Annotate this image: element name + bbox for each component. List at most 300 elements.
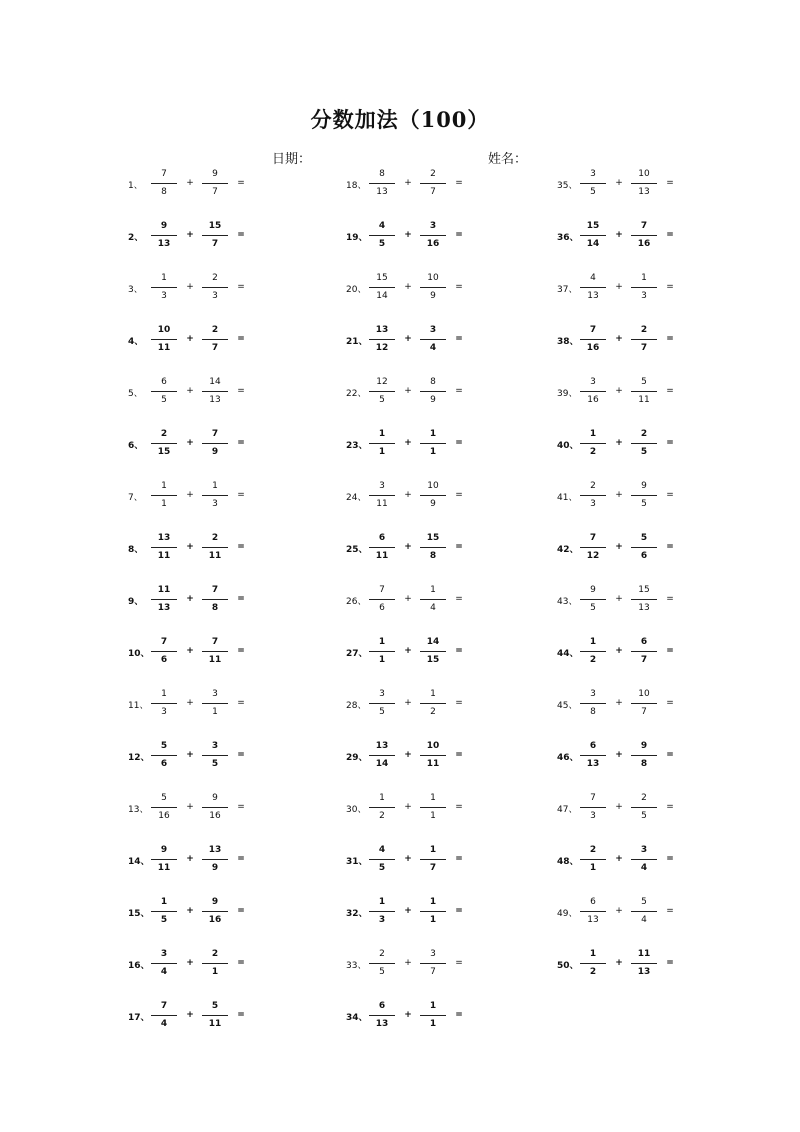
first-fraction (580, 636, 606, 668)
plus-sign: + (186, 386, 194, 396)
second-fraction (420, 220, 446, 252)
equals-sign: = (237, 334, 245, 344)
numerator: 13 (208, 845, 222, 855)
first-fraction (369, 896, 395, 928)
denominator: 1 (211, 967, 219, 977)
numerator: 3 (590, 169, 596, 179)
numerator: 10 (157, 325, 171, 335)
first-fraction (151, 584, 177, 616)
numerator: 7 (590, 793, 596, 803)
numerator: 2 (590, 481, 596, 491)
numerator: 2 (212, 273, 218, 283)
numerator: 3 (429, 221, 437, 231)
first-fraction (151, 324, 177, 356)
problem-number: 42、 (557, 545, 579, 555)
plus-sign: + (404, 594, 412, 604)
denominator: 5 (161, 395, 167, 405)
problem-number: 31、 (346, 857, 368, 867)
problem-number: 50、 (557, 961, 579, 971)
denominator: 3 (161, 291, 167, 301)
denominator: 1 (429, 1019, 437, 1029)
plus-sign: + (615, 698, 623, 708)
problem-number: 21、 (346, 337, 368, 347)
equals-sign: = (237, 1010, 245, 1020)
fraction-bar (202, 235, 228, 236)
denominator: 11 (376, 499, 388, 509)
problem-item (128, 272, 258, 304)
fraction-bar (369, 339, 395, 340)
numerator: 4 (590, 273, 596, 283)
equals-sign: = (455, 802, 463, 812)
fraction-bar (420, 755, 446, 756)
problem-item (128, 844, 258, 876)
problem-item (128, 480, 258, 512)
numerator: 2 (640, 325, 648, 335)
equals-sign: = (455, 698, 463, 708)
denominator: 13 (638, 187, 650, 197)
denominator: 11 (208, 551, 222, 561)
denominator: 16 (158, 811, 170, 821)
problem-item (128, 1000, 258, 1032)
problem-number: 11、 (128, 701, 149, 711)
plus-sign: + (186, 646, 194, 656)
problem-number: 24、 (346, 493, 367, 503)
second-fraction (631, 636, 657, 668)
denominator: 16 (587, 395, 599, 405)
denominator: 2 (589, 655, 597, 665)
equals-sign: = (455, 230, 463, 240)
denominator: 12 (375, 343, 389, 353)
equals-sign: = (237, 698, 245, 708)
equals-sign: = (237, 178, 245, 188)
fraction-bar (202, 807, 228, 808)
fraction-bar (631, 495, 657, 496)
plus-sign: + (186, 282, 194, 292)
fraction-bar (631, 235, 657, 236)
first-fraction (580, 688, 606, 720)
fraction-bar (580, 495, 606, 496)
numerator: 1 (429, 845, 437, 855)
fraction-bar (420, 547, 446, 548)
denominator: 1 (161, 499, 167, 509)
fraction-bar (369, 859, 395, 860)
numerator: 1 (161, 481, 167, 491)
problem-item (346, 636, 476, 668)
plus-sign: + (615, 594, 623, 604)
numerator: 15 (208, 221, 222, 231)
numerator: 13 (375, 325, 389, 335)
second-fraction (631, 844, 657, 876)
fraction-bar (202, 963, 228, 964)
denominator: 8 (590, 707, 596, 717)
plus-sign: + (404, 490, 412, 500)
first-fraction (580, 376, 606, 408)
second-fraction (420, 480, 446, 512)
denominator: 9 (430, 395, 436, 405)
first-fraction (151, 220, 177, 252)
equals-sign: = (666, 750, 674, 760)
plus-sign: + (404, 958, 412, 968)
fraction-bar (202, 911, 228, 912)
denominator: 16 (209, 811, 221, 821)
second-fraction (202, 376, 228, 408)
denominator: 12 (586, 551, 600, 561)
fraction-bar (151, 859, 177, 860)
second-fraction (631, 740, 657, 772)
fraction-bar (369, 651, 395, 652)
first-fraction (580, 844, 606, 876)
problem-item (128, 948, 258, 980)
denominator: 2 (589, 967, 597, 977)
denominator: 7 (212, 187, 218, 197)
numerator: 13 (375, 741, 389, 751)
plus-sign: + (615, 178, 623, 188)
numerator: 2 (211, 949, 219, 959)
numerator: 6 (589, 741, 597, 751)
numerator: 1 (161, 273, 167, 283)
fraction-bar (580, 755, 606, 756)
plus-sign: + (186, 490, 194, 500)
plus-sign: + (615, 958, 623, 968)
fraction-bar (369, 599, 395, 600)
denominator: 8 (429, 551, 437, 561)
fraction-bar (369, 183, 395, 184)
second-fraction (202, 532, 228, 564)
equals-sign: = (666, 958, 674, 968)
second-fraction (420, 168, 446, 200)
numerator: 7 (379, 585, 385, 595)
fraction-bar (151, 755, 177, 756)
problem-item (557, 688, 687, 720)
problem-item (128, 584, 258, 616)
equals-sign: = (455, 386, 463, 396)
second-fraction (202, 168, 228, 200)
fraction-bar (580, 807, 606, 808)
second-fraction (420, 584, 446, 616)
fraction-bar (202, 755, 228, 756)
fraction-bar (202, 651, 228, 652)
first-fraction (151, 896, 177, 928)
second-fraction (202, 896, 228, 928)
denominator: 3 (161, 707, 167, 717)
fraction-bar (420, 391, 446, 392)
numerator: 4 (378, 845, 386, 855)
numerator: 6 (640, 637, 648, 647)
fraction-bar (369, 495, 395, 496)
fraction-bar (202, 703, 228, 704)
numerator: 3 (590, 689, 596, 699)
denominator: 7 (640, 343, 648, 353)
fraction-bar (631, 703, 657, 704)
fraction-bar (580, 339, 606, 340)
second-fraction (631, 896, 657, 928)
fraction-bar (151, 339, 177, 340)
numerator: 3 (430, 949, 436, 959)
fraction-bar (420, 339, 446, 340)
numerator: 2 (641, 793, 647, 803)
first-fraction (580, 740, 606, 772)
problem-item (346, 1000, 476, 1032)
fraction-bar (580, 963, 606, 964)
fraction-bar (631, 807, 657, 808)
problem-item (346, 428, 476, 460)
denominator: 1 (378, 447, 386, 457)
fraction-bar (420, 703, 446, 704)
denominator: 5 (590, 187, 596, 197)
problem-item (346, 376, 476, 408)
numerator: 1 (430, 689, 436, 699)
second-fraction (631, 948, 657, 980)
denominator: 2 (589, 447, 597, 457)
fraction-bar (369, 287, 395, 288)
plus-sign: + (404, 750, 412, 760)
plus-sign: + (186, 438, 194, 448)
numerator: 1 (429, 1001, 437, 1011)
denominator: 6 (379, 603, 385, 613)
plus-sign: + (404, 334, 412, 344)
second-fraction (631, 376, 657, 408)
problem-item (557, 948, 687, 980)
numerator: 1 (589, 637, 597, 647)
problem-number: 25、 (346, 545, 368, 555)
equals-sign: = (455, 438, 463, 448)
problem-item (346, 324, 476, 356)
numerator: 1 (589, 429, 597, 439)
second-fraction (420, 844, 446, 876)
second-fraction (202, 740, 228, 772)
problem-number: 46、 (557, 753, 579, 763)
problem-item (557, 168, 687, 200)
problem-item (557, 896, 687, 928)
numerator: 2 (640, 429, 648, 439)
numerator: 2 (211, 325, 219, 335)
problem-number: 7、 (128, 493, 143, 503)
denominator: 3 (212, 499, 218, 509)
second-fraction (202, 844, 228, 876)
problem-item (346, 220, 476, 252)
problem-number: 44、 (557, 649, 579, 659)
denominator: 4 (640, 863, 648, 873)
numerator: 15 (376, 273, 388, 283)
equals-sign: = (666, 594, 674, 604)
numerator: 2 (379, 949, 385, 959)
denominator: 5 (641, 499, 647, 509)
equals-sign: = (237, 750, 245, 760)
fraction-bar (369, 391, 395, 392)
numerator: 7 (589, 533, 597, 543)
denominator: 11 (426, 759, 440, 769)
denominator: 11 (375, 551, 389, 561)
fraction-bar (420, 1015, 446, 1016)
second-fraction (631, 480, 657, 512)
numerator: 1 (379, 793, 385, 803)
fraction-bar (369, 1015, 395, 1016)
denominator: 1 (589, 863, 597, 873)
denominator: 11 (157, 551, 171, 561)
numerator: 1 (378, 637, 386, 647)
fraction-bar (631, 391, 657, 392)
fraction-bar (580, 547, 606, 548)
fraction-bar (420, 443, 446, 444)
problem-number: 19、 (346, 233, 368, 243)
problem-item (346, 948, 476, 980)
equals-sign: = (237, 854, 245, 864)
problem-number: 3、 (128, 285, 143, 295)
denominator: 3 (378, 915, 386, 925)
plus-sign: + (186, 958, 194, 968)
denominator: 3 (212, 291, 218, 301)
fraction-bar (151, 651, 177, 652)
denominator: 6 (160, 655, 168, 665)
equals-sign: = (666, 282, 674, 292)
second-fraction (631, 584, 657, 616)
problem-number: 10、 (128, 649, 150, 659)
fraction-bar (202, 287, 228, 288)
fraction-bar (202, 1015, 228, 1016)
denominator: 1 (430, 811, 436, 821)
equals-sign: = (666, 854, 674, 864)
fraction-bar (369, 807, 395, 808)
first-fraction (151, 168, 177, 200)
plus-sign: + (615, 802, 623, 812)
problem-item (557, 220, 687, 252)
denominator: 1 (378, 655, 386, 665)
numerator: 9 (640, 741, 648, 751)
fraction-bar (151, 495, 177, 496)
numerator: 7 (160, 1001, 168, 1011)
plus-sign: + (404, 438, 412, 448)
second-fraction (202, 688, 228, 720)
numerator: 2 (430, 169, 436, 179)
problem-number: 6、 (128, 441, 144, 451)
second-fraction (420, 532, 446, 564)
denominator: 3 (590, 499, 596, 509)
denominator: 9 (430, 291, 436, 301)
first-fraction (580, 324, 606, 356)
second-fraction (202, 480, 228, 512)
plus-sign: + (404, 906, 412, 916)
denominator: 13 (586, 759, 600, 769)
second-fraction (202, 636, 228, 668)
problem-number: 16、 (128, 961, 150, 971)
first-fraction (369, 792, 395, 824)
problem-number: 13、 (128, 805, 149, 815)
fraction-bar (580, 599, 606, 600)
numerator: 9 (590, 585, 596, 595)
equals-sign: = (237, 646, 245, 656)
problem-item (557, 532, 687, 564)
denominator: 7 (429, 863, 437, 873)
numerator: 1 (160, 897, 168, 907)
first-fraction (369, 688, 395, 720)
second-fraction (631, 532, 657, 564)
second-fraction (420, 272, 446, 304)
problem-item (557, 324, 687, 356)
plus-sign: + (615, 334, 623, 344)
numerator: 3 (379, 689, 385, 699)
problem-number: 32、 (346, 909, 368, 919)
problem-number: 12、 (128, 753, 150, 763)
problem-item (346, 584, 476, 616)
numerator: 3 (590, 377, 596, 387)
first-fraction (151, 636, 177, 668)
fraction-bar (202, 599, 228, 600)
numerator: 1 (430, 585, 436, 595)
numerator: 1 (378, 897, 386, 907)
problem-item (346, 480, 476, 512)
numerator: 6 (378, 1001, 386, 1011)
numerator: 1 (212, 481, 218, 491)
plus-sign: + (615, 230, 623, 240)
problem-item (128, 740, 258, 772)
denominator: 5 (211, 759, 219, 769)
denominator: 5 (378, 239, 386, 249)
problem-number: 43、 (557, 597, 578, 607)
date-label: 日期： (272, 152, 312, 167)
numerator: 7 (160, 637, 168, 647)
second-fraction (420, 948, 446, 980)
fraction-bar (151, 911, 177, 912)
fraction-bar (631, 651, 657, 652)
fraction-bar (631, 287, 657, 288)
problem-number: 15、 (128, 909, 150, 919)
numerator: 12 (376, 377, 388, 387)
second-fraction (631, 688, 657, 720)
denominator: 6 (640, 551, 648, 561)
denominator: 16 (586, 343, 600, 353)
fraction-bar (580, 183, 606, 184)
second-fraction (631, 220, 657, 252)
problem-number: 18、 (346, 181, 367, 191)
name-label: 姓名： (488, 152, 528, 167)
first-fraction (369, 948, 395, 980)
problem-item (128, 532, 258, 564)
problem-item (557, 428, 687, 460)
numerator: 2 (160, 429, 168, 439)
equals-sign: = (666, 802, 674, 812)
fraction-bar (580, 391, 606, 392)
fraction-bar (151, 599, 177, 600)
fraction-bar (202, 859, 228, 860)
plus-sign: + (404, 854, 412, 864)
plus-sign: + (186, 1010, 194, 1020)
fraction-bar (151, 1015, 177, 1016)
problem-number: 8、 (128, 545, 144, 555)
first-fraction (580, 220, 606, 252)
problem-item (557, 740, 687, 772)
denominator: 7 (641, 707, 647, 717)
problem-item (128, 688, 258, 720)
denominator: 8 (211, 603, 219, 613)
equals-sign: = (237, 802, 245, 812)
fraction-bar (202, 339, 228, 340)
first-fraction (580, 168, 606, 200)
problem-number: 1、 (128, 181, 143, 191)
numerator: 2 (589, 845, 597, 855)
plus-sign: + (615, 282, 623, 292)
fraction-bar (369, 703, 395, 704)
plus-sign: + (186, 750, 194, 760)
problem-number: 4、 (128, 337, 144, 347)
denominator: 1 (429, 447, 437, 457)
first-fraction (369, 844, 395, 876)
fraction-bar (202, 547, 228, 548)
problem-item (128, 376, 258, 408)
equals-sign: = (666, 906, 674, 916)
plus-sign: + (404, 178, 412, 188)
problem-item (346, 272, 476, 304)
denominator: 8 (640, 759, 648, 769)
